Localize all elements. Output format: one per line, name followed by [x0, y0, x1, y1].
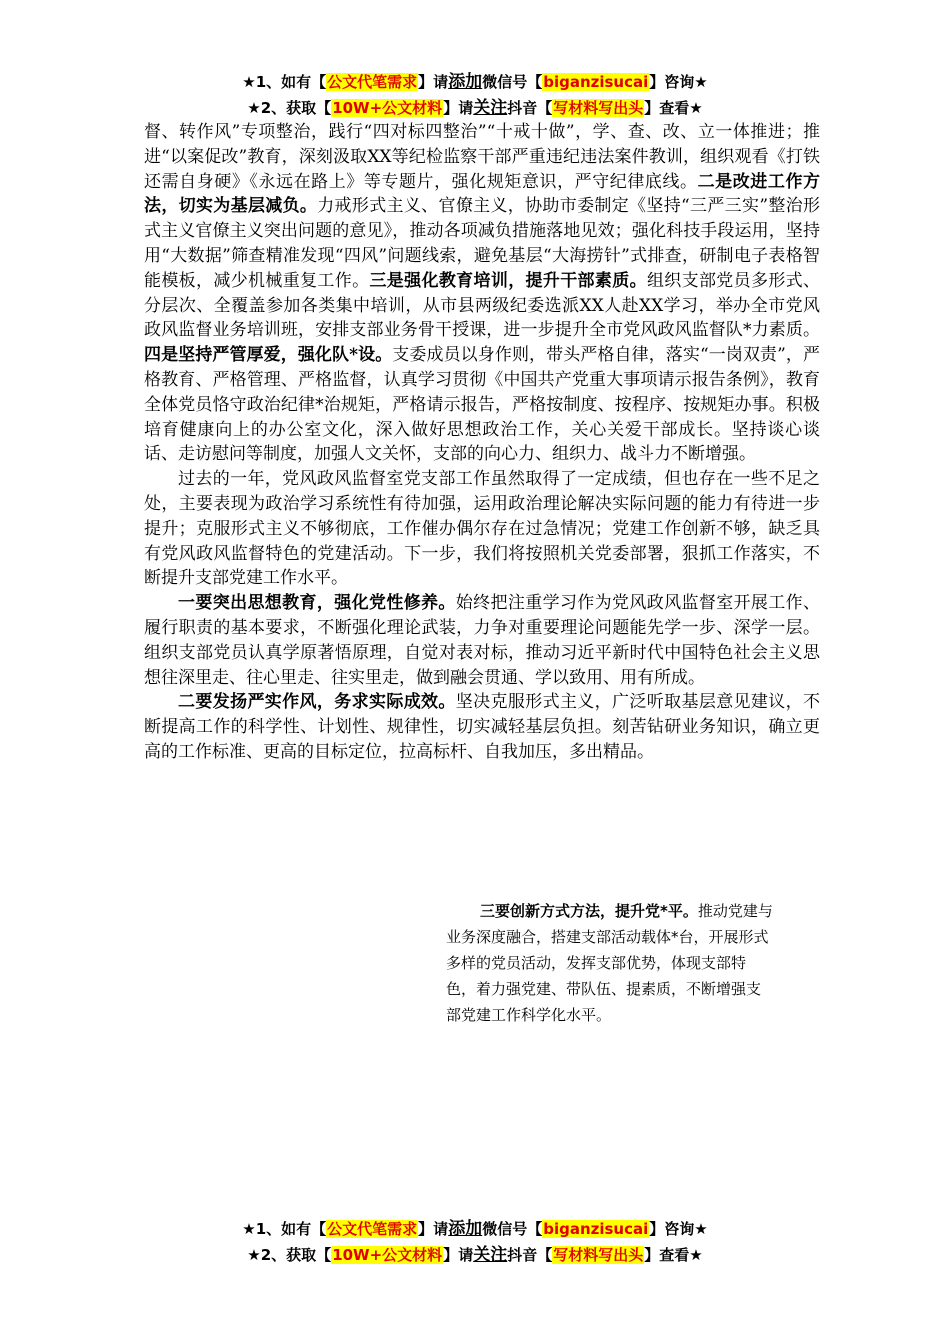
footer-line-2: ★2、获取【10W+公文材料】请关注抖音【写材料写出头】查看★: [247, 1245, 703, 1265]
heading-plan-1: 一要突出思想教育，强化党性修养。: [178, 593, 456, 614]
paragraph-3: 一要突出思想教育，强化党性修养。始终把注重学习作为党风政风监督室开展工作、履行职责的基本要求，不断强化理论武装，力争对重要理论问题能先学一步、深学一层。组织支部党员认真学原著悟原理，自觉对表对标，推动习近平新时代中国特色社会主义思想往深里走、往心里走、往实里走，做到融会贯通、学以致用、用有所成。: [144, 593, 821, 688]
footer-banner: [0, 1216, 950, 1268]
heading-plan-3: 三要创新方式方法，提升党*平。: [480, 902, 698, 920]
aside-line-1: 三要创新方式方法，提升党*平。推动党建与: [480, 902, 773, 920]
banner-line-1: ★1、如有【公文代笔需求】请添加微信号【biganzisucai】咨询★: [242, 72, 708, 92]
highlight-service: 公文代笔需求: [327, 1220, 418, 1238]
heading-3: 三是强化教育培训，提升干部素质。: [369, 270, 647, 291]
document-body: [144, 120, 820, 765]
paragraph-5-block: [446, 898, 811, 1028]
aside-line-5: 部党建工作科学化水平。: [446, 1006, 612, 1024]
heading-plan-2: 二要发扬严实作风，务求实际成效。: [178, 692, 456, 713]
aside-line-2: 业务深度融合，搭建支部活动载体*台，开展形式: [446, 928, 769, 946]
header-banner: [0, 69, 950, 121]
paragraph-2: 过去的一年，党风政风监督室党支部工作虽然取得了一定成绩，但也存在一些不足之处，主要表现为政治学习系统性有待加强，运用政治理论解决实际问题的能力有待进一步提升；克服形式主义不够彻底，工作催办偶尔存在过急情况；党建工作创新不够，缺乏具有党风政风监督特色的党建活动。下一步，我们将按照机关党委部署，狠抓工作落实，不断提升支部党建工作水平。: [144, 469, 820, 589]
highlight-service: 公文代笔需求: [327, 73, 418, 91]
footer-line-1: ★1、如有【公文代笔需求】请添加微信号【biganzisucai】咨询★: [242, 1219, 708, 1239]
aside-line-3: 多样的党员活动，发挥支部优势，体现支部特: [446, 954, 747, 972]
highlight-douyin-id: 写材料写出头: [553, 99, 644, 117]
paragraph-4: 二要发扬严实作风，务求实际成效。坚决克服形式主义，广泛听取基层意见建议，不断提高工作的科学性、计划性、规律性，切实减轻基层负担。刻苦钻研业务知识，确立更高的工作标准、更高的目标定位，拉高标杆、自我加压，多出精品。: [144, 692, 821, 762]
highlight-wechat-id: biganzisucai: [543, 1220, 649, 1238]
heading-4: 四是坚持严管厚爱，强化队*设。: [144, 345, 393, 366]
highlight-materials: 10W+公文材料: [332, 99, 443, 117]
highlight-materials: 10W+公文材料: [332, 1246, 443, 1264]
highlight-douyin-id: 写材料写出头: [553, 1246, 644, 1264]
heading-2: 二是改进工作方法，切实为基层减负。: [144, 171, 821, 217]
aside-line-4: 色，着力强党建、带队伍、提素质，不断增强支: [446, 980, 762, 998]
highlight-wechat-id: biganzisucai: [543, 73, 649, 91]
banner-line-2: ★2、获取【10W+公文材料】请关注抖音【写材料写出头】查看★: [247, 98, 703, 118]
paragraph-1: 督、转作风”专项整治，践行“四对标四整治”“十戒十做”，学、查、改、立一体推进；推进“以案促改”教育，深刻汲取XX等纪检监察干部严重违纪违法案件教训，组织观看《打铁还需自身硬》《永远在路上》等专题片，强化规矩意识，严守纪律底线。二是改进工作方法，切实为基层减负。力戒形式主义、官僚主义，协助市委制定《坚持“三严三实”整治形式主义官僚主义突出问题的意见》，推动各项减负措施落地见效；强化科技手段运用，坚持用“大数据”筛查精准发现“四风”问题线索，避免基层“大海捞针”式排查，研制电子表格智能模板，减少机械重复工作。三是强化教育培训，提升干部素质。组织支部党员多形式、分层次、全覆盖参加各类集中培训，从市县两级纪委选派XX人赴XX学习，举办全市党风政风监督业务培训班，安排支部业务骨干授课，进一步提升全市党风政风监督队*力素质。四是坚持严管厚爱，强化队*设。支委成员以身作则，带头严格自律，落实“一岗双责”，严格教育、严格管理、严格监督，认真学习贯彻《中国共产党重大事项请示报告条例》，教育全体党员恪守政治纪律*治规矩，严格请示报告，严格按制度、按程序、按规矩办事。积极培育健康向上的办公室文化，深入做好思想政治工作，关心关爱干部成长。坚持谈心谈话、走访慰问等制度，加强人文关怀，支部的向心力、组织力、战斗力不断增强。: [144, 122, 821, 465]
